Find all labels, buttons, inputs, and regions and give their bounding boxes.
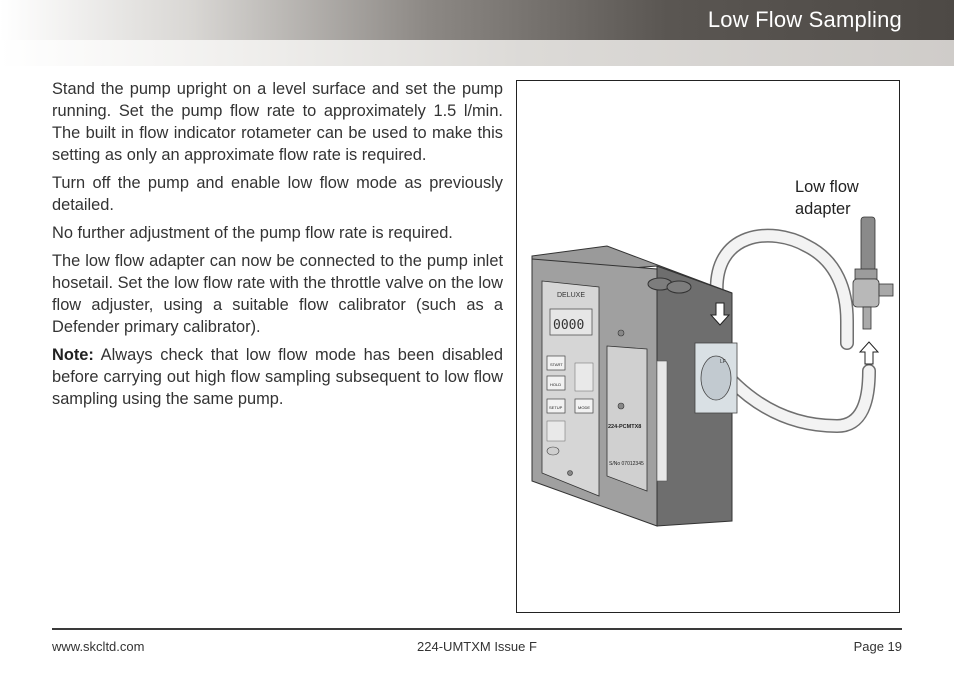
hold-button-label: HOLD bbox=[550, 382, 562, 387]
note-text: Always check that low flow mode has been disabled before carrying out high flow sampling subsequent to low flow sampling using the same pump. bbox=[52, 346, 503, 408]
paragraph-3: No further adjustment of the pump flow rate is required. bbox=[52, 224, 453, 242]
note-label: Note: bbox=[52, 346, 94, 364]
header-subbar bbox=[0, 40, 954, 66]
footer-rule bbox=[52, 628, 902, 630]
pump-illustration bbox=[517, 81, 901, 614]
screw-bottom bbox=[568, 471, 573, 476]
footer-page-number: Page 19 bbox=[853, 639, 902, 654]
page-title: Low Flow Sampling bbox=[707, 7, 902, 32]
adapter-knob bbox=[861, 217, 875, 271]
rotameter-scale bbox=[657, 361, 667, 481]
adapter-side-port bbox=[879, 284, 893, 296]
knob-2 bbox=[667, 281, 691, 293]
adapter-code: LF bbox=[720, 359, 726, 365]
brand-text: DELUXE bbox=[557, 292, 586, 299]
screw-top bbox=[618, 330, 624, 336]
paragraph-1: Stand the pump upright on a level surface and set the pump running. Set the pump flow rate to approximately 1.5 l/min. The built in flow indicator rotameter can be used to make this setting as only an approximate flow rate is required. bbox=[52, 80, 503, 164]
model-text: 224-PCMTX8 bbox=[608, 424, 642, 430]
adapter-hosetail bbox=[863, 307, 871, 329]
footer-website: www.skcltd.com bbox=[52, 639, 145, 654]
note-paragraph bbox=[52, 344, 503, 410]
body-text bbox=[52, 78, 503, 416]
paragraph-2: Turn off the pump and enable low flow mode as previously detailed. bbox=[52, 174, 503, 214]
lcd-readout: 0000 bbox=[553, 318, 585, 333]
figure-frame bbox=[516, 80, 900, 613]
mode-button-label: MODE bbox=[578, 405, 590, 410]
logo-badge bbox=[547, 447, 559, 455]
screw-middle bbox=[618, 403, 624, 409]
paragraph-4: The low flow adapter can now be connected to the pump inlet hosetail. Set the low flow rate with the throttle valve on the low flow adjuster, using a suitable flow calibrator (such as a Defender primary calibrator). bbox=[52, 252, 503, 336]
indicator-panel bbox=[547, 421, 565, 441]
led-panel bbox=[575, 363, 593, 391]
label-plate bbox=[607, 346, 647, 491]
footer-doc-id: 224-UMTXM Issue F bbox=[417, 639, 537, 654]
adapter-collar bbox=[855, 269, 877, 279]
tube-lower-fill bbox=[732, 371, 869, 426]
tube-outline bbox=[717, 236, 847, 343]
low-flow-adapter-label: Low flow adapter bbox=[795, 178, 859, 218]
filter-cap bbox=[701, 356, 731, 400]
up-arrow bbox=[860, 342, 878, 364]
start-button-label: START bbox=[550, 362, 563, 367]
serial-text: S/No 07012345 bbox=[609, 461, 644, 467]
setup-button-label: SETUP bbox=[549, 405, 563, 410]
adapter-body bbox=[853, 279, 879, 307]
